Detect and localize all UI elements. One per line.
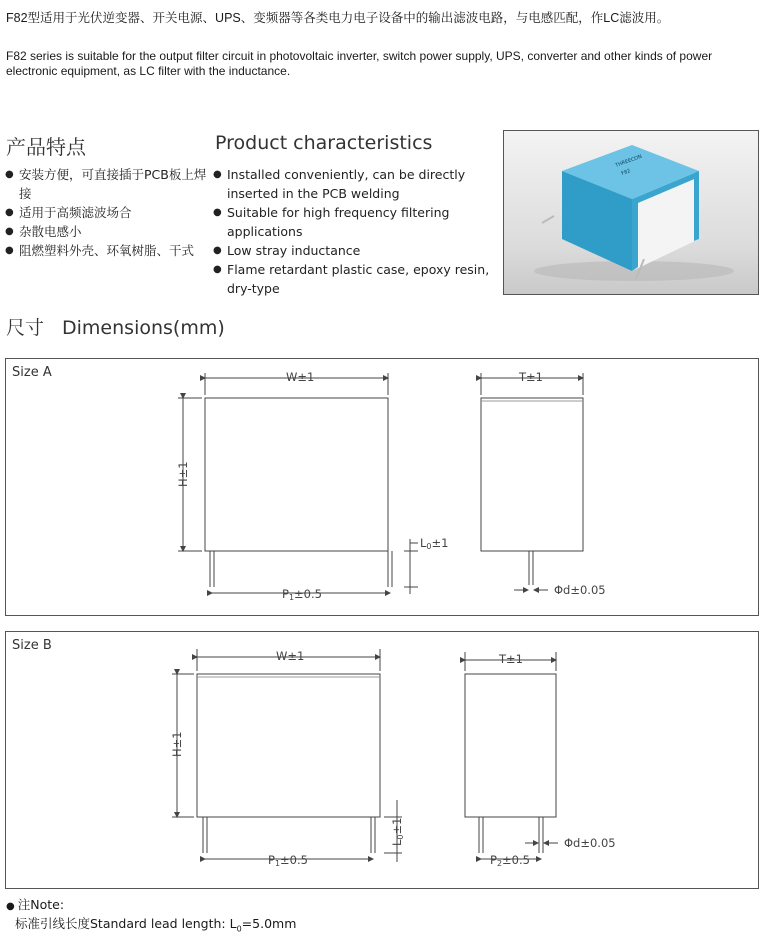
size-b-p2-label	[490, 853, 530, 868]
capacitor-illustration	[504, 131, 758, 294]
size-b-panel	[5, 631, 759, 889]
note-text	[15, 914, 296, 934]
photo-brand-label: THREECON	[614, 153, 643, 169]
p1-sub: 1	[274, 859, 281, 868]
p1-suffix: ±0.5	[294, 587, 322, 601]
size-a-w-label: W±1	[286, 370, 315, 384]
size-a-drawing	[6, 359, 758, 615]
size-a-label: Size A	[12, 365, 52, 380]
size-a-t-label: T±1	[519, 370, 543, 384]
product-photo	[503, 130, 759, 295]
dimensions-heading-en: Dimensions(mm)	[62, 317, 225, 339]
size-b-t-label: T±1	[499, 652, 523, 666]
p1-prefix: P	[268, 853, 275, 867]
dimensions-heading	[6, 313, 243, 340]
feature-item-en: ● Installed conveniently, can be directly inserted in the PCB welding	[213, 165, 498, 203]
feature-item-cn: ● 适用于高频滤波场合	[5, 203, 210, 222]
p1-sub: 1	[288, 593, 295, 602]
photo-model-label: F82	[620, 168, 632, 177]
p1-prefix: P	[282, 587, 289, 601]
feature-list-cn	[5, 165, 210, 260]
size-b-drawing	[6, 632, 758, 888]
size-b-p1-label	[268, 853, 308, 868]
l0-prefix: L	[420, 536, 427, 550]
l0-sub: 0	[426, 542, 432, 551]
note-text-suffix: =5.0mm	[241, 916, 297, 931]
p2-sub: 2	[496, 859, 503, 868]
note-title-text: 注Note:	[17, 897, 65, 912]
size-a-panel	[5, 358, 759, 616]
feature-item-en: ● Suitable for high frequency filtering applications	[213, 203, 498, 241]
p2-prefix: P	[490, 853, 497, 867]
p2-suffix: ±0.5	[502, 853, 530, 867]
size-a-p1-label	[282, 587, 322, 602]
characteristics-heading-en: Product characteristics	[215, 132, 433, 154]
size-b-l0-label	[390, 818, 405, 846]
note-text-sub: 0	[236, 924, 242, 934]
size-a-d-label: Φd±0.05	[554, 583, 606, 597]
feature-list-en	[213, 165, 498, 298]
note-title	[6, 895, 64, 913]
size-a-h-label: H±1	[176, 461, 190, 487]
size-a-l0-label	[420, 536, 448, 551]
l0-sub: 0	[396, 834, 405, 840]
feature-item-en: ● Flame retardant plastic case, epoxy resin, dry-type	[213, 260, 498, 298]
size-b-label: Size B	[12, 638, 52, 653]
l0-prefix: L	[390, 839, 404, 846]
dimensions-heading-cn: 尺寸	[6, 317, 45, 339]
feature-item-en: ● Low stray inductance	[213, 241, 498, 260]
size-b-d-label: Φd±0.05	[564, 836, 616, 850]
feature-item-cn: ● 阻燃塑料外壳、环氧树脂、干式	[5, 241, 210, 260]
note-text-prefix: 标准引线长度Standard lead length: L	[15, 916, 237, 931]
p1-suffix: ±0.5	[280, 853, 308, 867]
l0-suffix: ±1	[390, 817, 404, 835]
intro-english: F82 series is suitable for the output filter circuit in photovoltaic inverter, switch power supply, UPS, converter and other kinds of power electronic equipment, as LC filter with the inductance.	[6, 49, 713, 78]
feature-item-cn: ● 杂散电感小	[5, 222, 210, 241]
feature-item-cn: ● 安装方便，可直接插于PCB板上焊接	[5, 165, 210, 203]
characteristics-heading-cn: 产品特点	[6, 135, 86, 159]
intro-chinese: F82型适用于光伏逆变器、开关电源、UPS、变频器等各类电力电子设备中的输出滤波电路，与电感匹配，作LC滤波用。	[6, 11, 670, 25]
size-b-w-label: W±1	[276, 649, 305, 663]
l0-suffix: ±1	[431, 536, 449, 550]
size-b-h-label: H±1	[170, 731, 184, 757]
